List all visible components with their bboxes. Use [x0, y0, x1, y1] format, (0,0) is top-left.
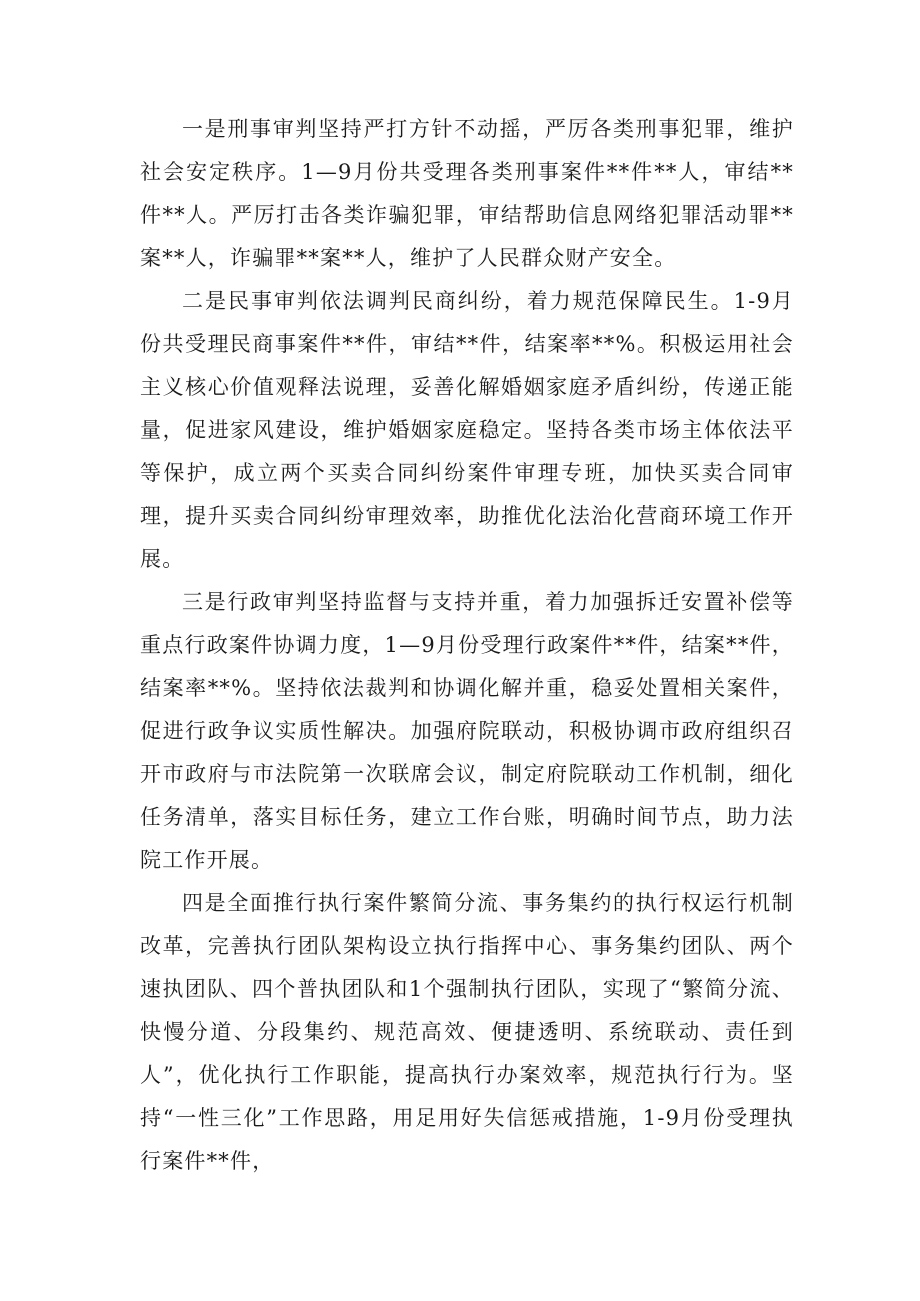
paragraph-criminal-trial: 一是刑事审判坚持严打方针不动摇，严厉各类刑事犯罪，维护社会安定秩序。1—9月份共受理各类刑事案件**件**人，审结**件**人。严厉打击各类诈骗犯罪，审结帮助信息网络犯罪活动罪**案**人，诈骗罪**案**人，维护了人民群众财产安全。 — [140, 117, 794, 270]
paragraph-civil-trial: 二是民事审判依法调判民商纠纷，着力规范保障民生。1-9月份共受理民商事案件**件，审结**件，结案率**%。积极运用社会主义核心价值观释法说理，妥善化解婚姻家庭矛盾纠纷，传递正能量，促进家风建设，维护婚姻家庭稳定。坚持各类市场主体依法平等保护，成立两个买卖合同纠纷案件审理专班，加快买卖合同审理，提升买卖合同纠纷审理效率，助推优化法治化营商环境工作开展。 — [140, 289, 794, 571]
document-body — [140, 108, 794, 1183]
paragraph-administrative-trial: 三是行政审判坚持监督与支持并重，着力加强拆迁安置补偿等重点行政案件协调力度，1—9月份受理行政案件**件，结案**件，结案率**%。坚持依法裁判和协调化解并重，稳妥处置相关案件，促进行政争议实质性解决。加强府院联动，积极协调市政府组织召开市政府与市法院第一次联席会议，制定府院联动工作机制，细化任务清单，落实目标任务，建立工作台账，明确时间节点，助力法院工作开展。 — [140, 590, 794, 872]
paragraph-execution-reform: 四是全面推行执行案件繁简分流、事务集约的执行权运行机制改革，完善执行团队架构设立执行指挥中心、事务集约团队、两个速执团队、四个普执团队和1个强制执行团队，实现了“繁简分流、快慢分道、分段集约、规范高效、便捷透明、系统联动、责任到人”，优化执行工作职能，提高执行办案效率，规范执行行为。坚持“一性三化”工作思路，用足用好失信惩戒措施，1-9月份受理执行案件**件， — [140, 891, 794, 1173]
